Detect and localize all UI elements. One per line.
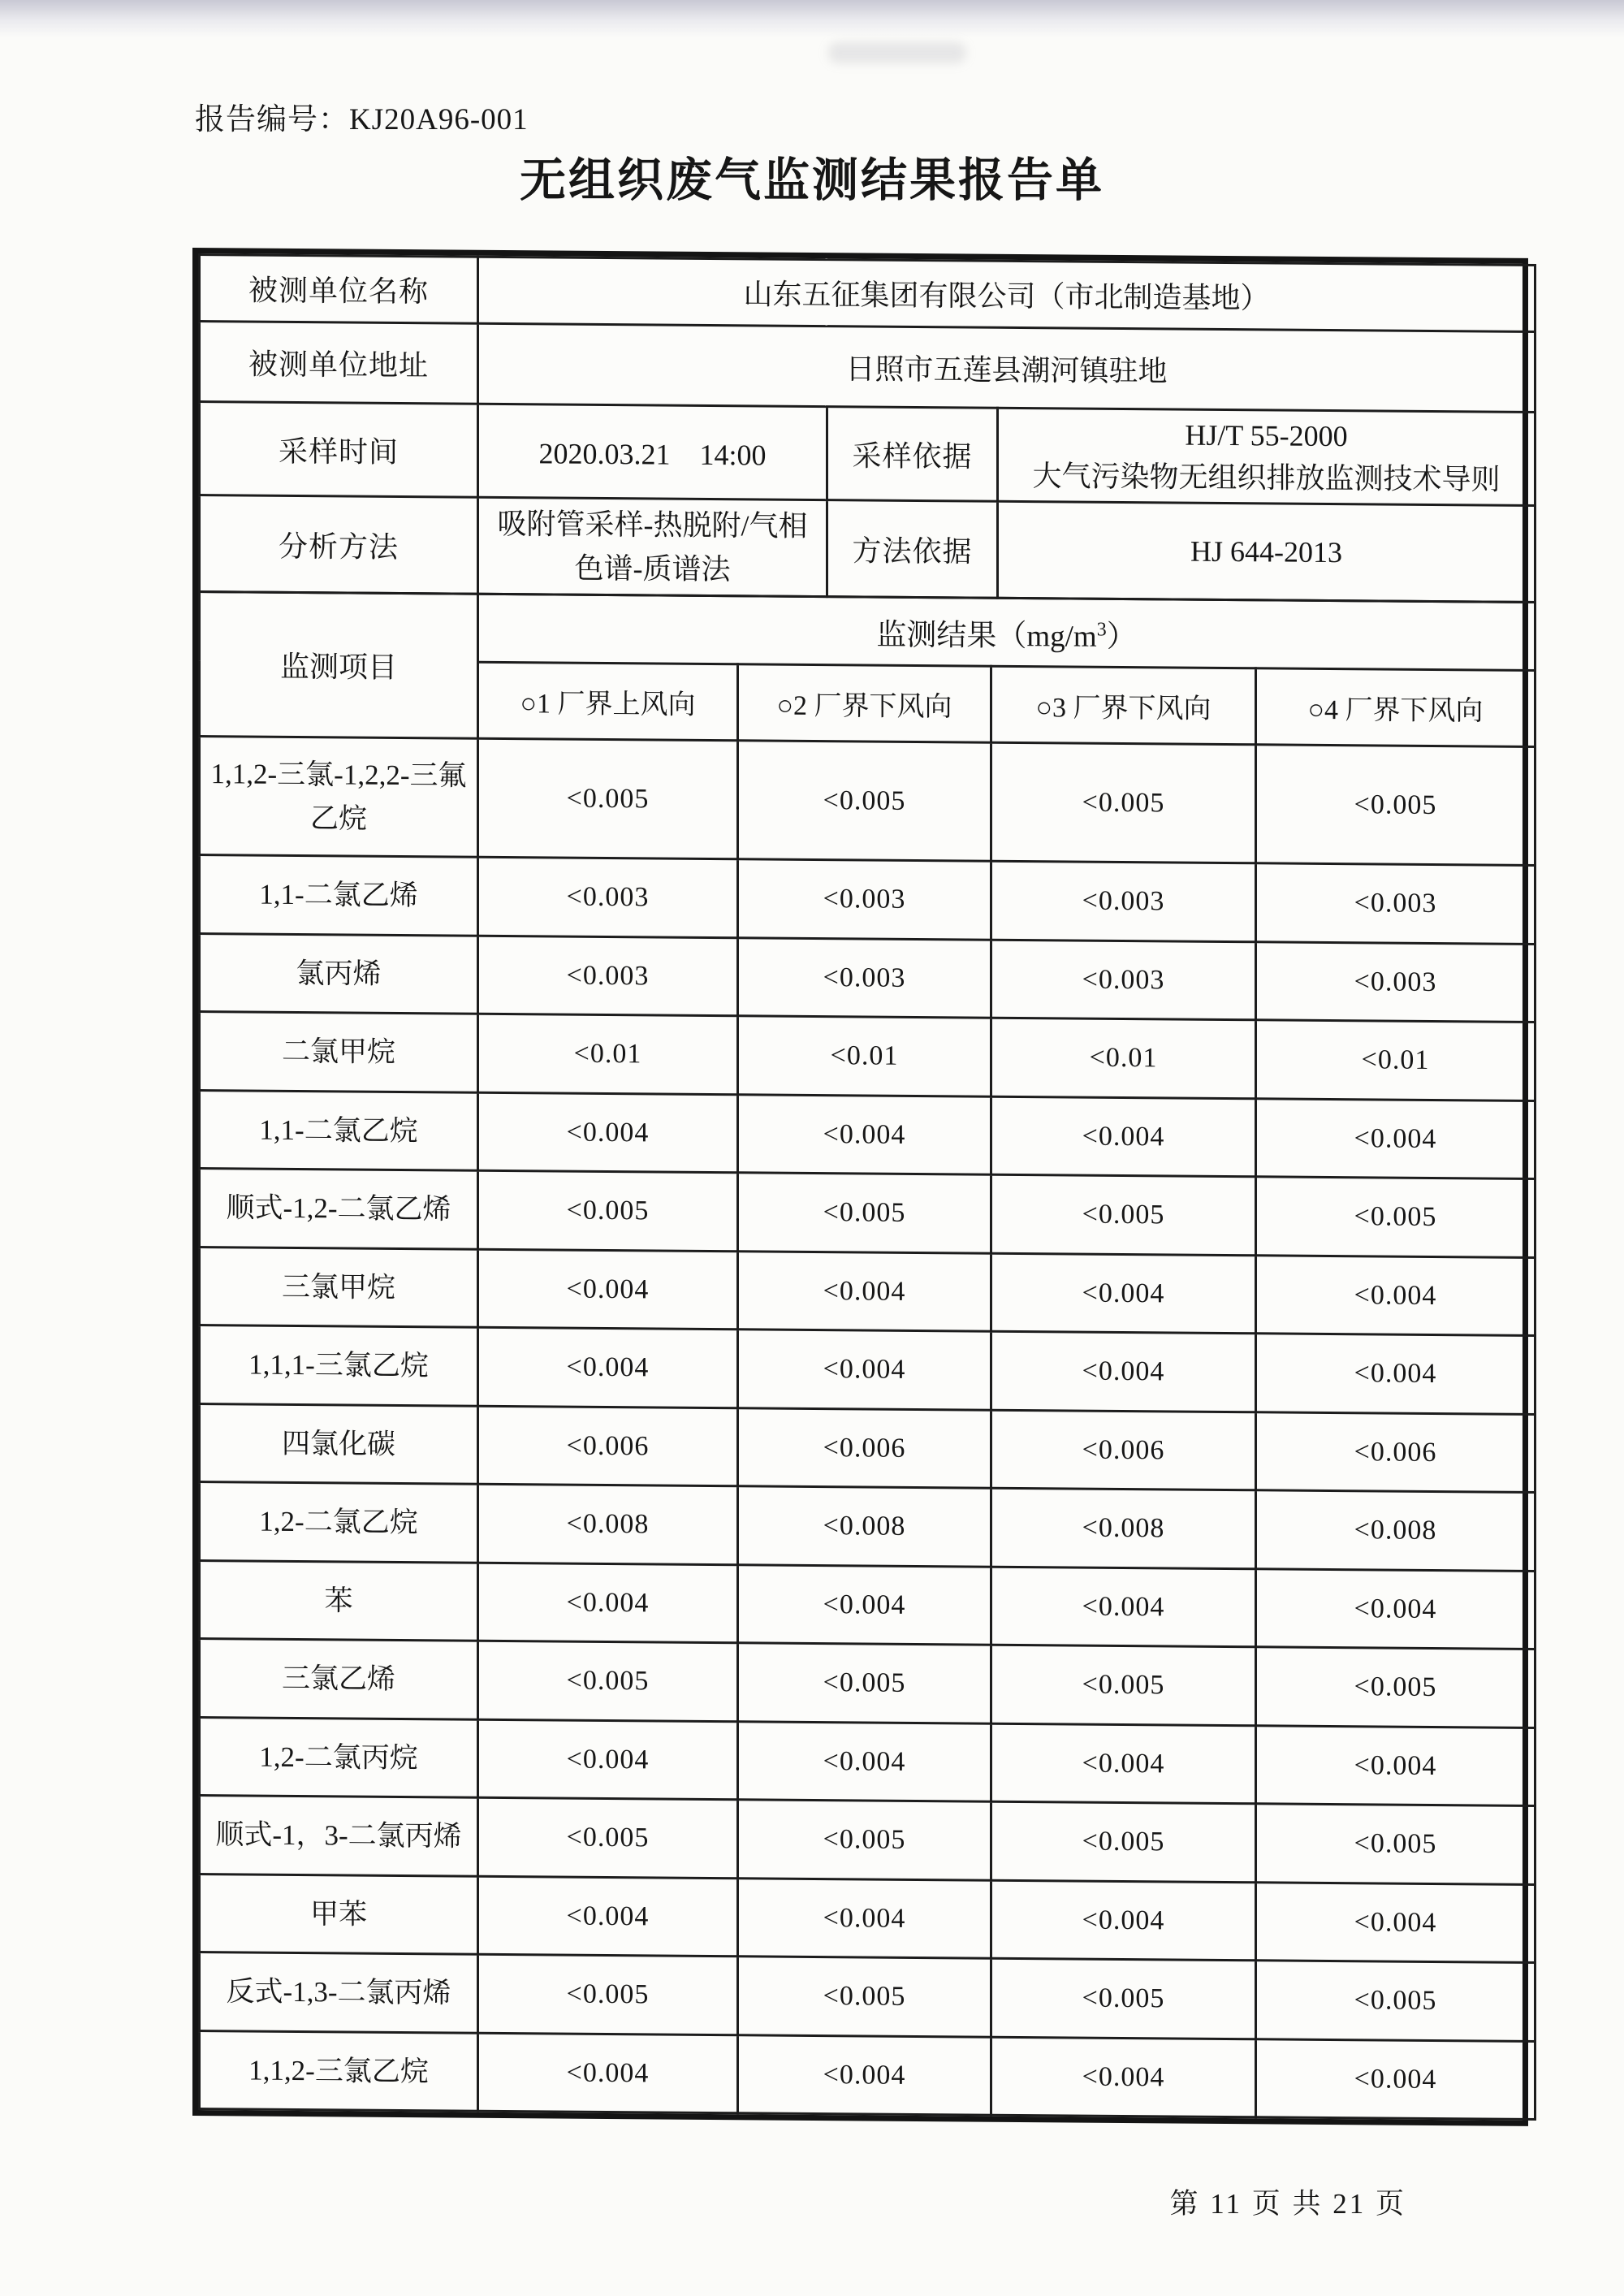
result-value: <0.004 bbox=[478, 1719, 738, 1800]
result-value: <0.003 bbox=[738, 859, 991, 940]
result-value: <0.008 bbox=[1256, 1490, 1535, 1571]
column-header-point4: ○4 厂界下风向 bbox=[1256, 668, 1535, 747]
result-value: <0.004 bbox=[1256, 2039, 1535, 2120]
result-value: <0.005 bbox=[1256, 1961, 1535, 2041]
table-row bbox=[200, 1717, 1535, 1805]
sampling-basis-line1: HJ/T 55-2000 bbox=[1185, 418, 1348, 453]
result-value: <0.005 bbox=[478, 1641, 738, 1722]
pollutant-name: 反式-1,3-二氯丙烯 bbox=[200, 1952, 478, 2033]
result-value: <0.005 bbox=[991, 1802, 1256, 1883]
analysis-method-value: 吸附管采样-热脱附/气相色谱-质谱法 bbox=[478, 498, 827, 597]
result-value: <0.008 bbox=[478, 1485, 738, 1565]
column-header-point1: ○1 厂界上风向 bbox=[478, 663, 738, 742]
result-value: <0.004 bbox=[1256, 1256, 1535, 1336]
report-number-label: 报告编号： bbox=[195, 103, 349, 136]
result-value: <0.01 bbox=[738, 1016, 991, 1096]
result-value: <0.006 bbox=[1256, 1412, 1535, 1493]
pollutant-name: 1,1-二氯乙烷 bbox=[200, 1090, 478, 1170]
result-value: <0.004 bbox=[1256, 1883, 1535, 1963]
table-row bbox=[200, 2030, 1535, 2119]
result-value: <0.005 bbox=[478, 1171, 738, 1252]
table-row bbox=[200, 1090, 1535, 1178]
page-title: 无组织废气监测结果报告单 bbox=[520, 155, 1104, 206]
result-value: <0.004 bbox=[478, 2033, 738, 2113]
pollutant-name: 二氯甲烷 bbox=[200, 1012, 478, 1092]
results-unit-header-text: 监测结果（mg/m bbox=[876, 618, 1097, 654]
result-value: <0.004 bbox=[478, 1249, 738, 1330]
result-value: <0.004 bbox=[1256, 1334, 1535, 1414]
result-value: <0.004 bbox=[478, 1563, 738, 1643]
sampling-time-value: 2020.03.21 14:00 bbox=[478, 404, 827, 500]
table-row bbox=[200, 1012, 1535, 1100]
table-row bbox=[200, 402, 1535, 506]
unit-address-value: 日照市五莲县潮河镇驻地 bbox=[478, 323, 1535, 412]
column-header-point3: ○3 厂界下风向 bbox=[991, 667, 1256, 746]
table-row bbox=[200, 933, 1535, 1022]
unit-address-label: 被测单位地址 bbox=[200, 322, 478, 404]
result-value: <0.01 bbox=[991, 1018, 1256, 1099]
result-value: <0.005 bbox=[738, 1643, 991, 1723]
result-value: <0.005 bbox=[478, 1798, 738, 1879]
result-value: <0.004 bbox=[478, 1328, 738, 1408]
result-value: <0.01 bbox=[478, 1014, 738, 1095]
table-row bbox=[200, 737, 1535, 866]
result-value: <0.003 bbox=[478, 858, 738, 938]
sampling-basis-line2: 大气污染物无组织排放监测技术导则 bbox=[1032, 460, 1501, 496]
result-value: <0.004 bbox=[738, 1252, 991, 1332]
result-value: <0.004 bbox=[738, 1565, 991, 1645]
pollutant-name: 顺式-1，3-二氯丙烯 bbox=[200, 1796, 478, 1876]
results-body bbox=[200, 737, 1535, 2120]
result-value: <0.004 bbox=[738, 2035, 991, 2116]
result-value: <0.003 bbox=[478, 936, 738, 1016]
result-value: <0.006 bbox=[478, 1406, 738, 1486]
table-row bbox=[200, 1952, 1535, 2041]
pollutant-name: 1,2-二氯乙烷 bbox=[200, 1482, 478, 1563]
table-row bbox=[200, 1325, 1535, 1414]
pollutant-name: 氯丙烯 bbox=[200, 933, 478, 1014]
method-basis-value: HJ 644-2013 bbox=[998, 502, 1535, 603]
result-value: <0.004 bbox=[991, 2037, 1256, 2117]
result-value: <0.008 bbox=[738, 1486, 991, 1567]
table-row bbox=[200, 855, 1535, 944]
report-number bbox=[195, 94, 529, 138]
result-value: <0.005 bbox=[738, 1173, 991, 1253]
sampling-basis-value bbox=[998, 408, 1535, 506]
table-row bbox=[200, 1560, 1535, 1649]
sampling-basis-label: 采样依据 bbox=[827, 407, 998, 502]
result-value: <0.003 bbox=[1256, 863, 1535, 944]
results-unit-superscript: 3 bbox=[1096, 619, 1107, 641]
pollutant-name: 顺式-1,2-二氯乙烯 bbox=[200, 1169, 478, 1249]
result-value: <0.005 bbox=[478, 739, 738, 860]
table-row bbox=[200, 1482, 1535, 1571]
result-value: <0.004 bbox=[991, 1332, 1256, 1412]
result-value: <0.004 bbox=[738, 1879, 991, 1959]
table-row bbox=[200, 1874, 1535, 1962]
pollutant-name: 1,1,2-三氯乙烷 bbox=[200, 2030, 478, 2111]
page-number: 第 11 页 共 21 页 bbox=[1169, 2188, 1406, 2220]
pollutant-name: 四氯化碳 bbox=[200, 1403, 478, 1484]
result-value: <0.005 bbox=[738, 1957, 991, 2037]
result-value: <0.003 bbox=[991, 862, 1256, 942]
result-value: <0.004 bbox=[738, 1330, 991, 1410]
pollutant-name: 苯 bbox=[200, 1560, 478, 1641]
result-value: <0.003 bbox=[991, 940, 1256, 1020]
result-value: <0.005 bbox=[991, 1645, 1256, 1726]
pollutant-name: 甲苯 bbox=[200, 1874, 478, 1954]
result-value: <0.005 bbox=[738, 1800, 991, 1880]
result-value: <0.004 bbox=[738, 1722, 991, 1802]
table-row bbox=[200, 1796, 1535, 1884]
table-row bbox=[200, 1247, 1535, 1335]
result-value: <0.003 bbox=[1256, 942, 1535, 1023]
table-row bbox=[200, 1403, 1535, 1492]
result-value: <0.005 bbox=[991, 1959, 1256, 2039]
results-section bbox=[198, 590, 1536, 2121]
results-unit-header bbox=[478, 595, 1535, 671]
analysis-method-label: 分析方法 bbox=[200, 495, 478, 595]
result-value: <0.005 bbox=[1256, 1177, 1535, 1257]
result-value: <0.004 bbox=[478, 1092, 738, 1173]
result-value: <0.003 bbox=[738, 938, 991, 1018]
sampling-time-label: 采样时间 bbox=[200, 402, 478, 498]
method-basis-label: 方法依据 bbox=[827, 500, 998, 599]
result-value: <0.004 bbox=[478, 1876, 738, 1957]
result-value: <0.004 bbox=[991, 1567, 1256, 1647]
result-value: <0.004 bbox=[738, 1095, 991, 1175]
table-row bbox=[200, 322, 1535, 413]
pollutant-name: 1,1,1-三氯乙烷 bbox=[200, 1325, 478, 1406]
result-value: <0.005 bbox=[991, 1175, 1256, 1256]
result-value: <0.005 bbox=[1256, 1804, 1535, 1884]
unit-name-value: 山东五征集团有限公司（市北制造基地） bbox=[478, 257, 1535, 331]
results-unit-header-close: ） bbox=[1106, 620, 1137, 655]
result-value: <0.004 bbox=[991, 1880, 1256, 1961]
result-value: <0.005 bbox=[738, 741, 991, 861]
pollutant-name: 1,1,2-三氯-1,2,2-三氟乙烷 bbox=[200, 737, 478, 858]
scan-smudge-artifact bbox=[828, 42, 966, 63]
result-value: <0.01 bbox=[1256, 1020, 1535, 1100]
monitoring-item-header: 监测项目 bbox=[200, 592, 478, 739]
result-value: <0.004 bbox=[991, 1096, 1256, 1177]
result-value: <0.006 bbox=[738, 1408, 991, 1489]
result-value: <0.004 bbox=[1256, 1099, 1535, 1179]
result-value: <0.005 bbox=[1256, 1647, 1535, 1727]
report-number-value: KJ20A96-001 bbox=[349, 103, 529, 136]
table-row bbox=[200, 1169, 1535, 1257]
pollutant-name: 三氯甲烷 bbox=[200, 1247, 478, 1327]
column-header-point2: ○2 厂界下风向 bbox=[738, 664, 991, 742]
result-value: <0.006 bbox=[991, 1410, 1256, 1490]
result-value: <0.004 bbox=[1256, 1726, 1535, 1806]
monitoring-report-table bbox=[192, 248, 1528, 2126]
pollutant-name: 1,1-二氯乙烯 bbox=[200, 855, 478, 936]
scan-edge-artifact bbox=[0, 0, 1624, 37]
table-row bbox=[200, 592, 1535, 671]
result-value: <0.008 bbox=[991, 1489, 1256, 1569]
pollutant-name: 三氯乙烯 bbox=[200, 1639, 478, 1719]
result-value: <0.005 bbox=[478, 1955, 738, 2035]
result-value: <0.005 bbox=[991, 743, 1256, 864]
result-value: <0.004 bbox=[991, 1723, 1256, 1804]
result-value: <0.005 bbox=[1256, 745, 1535, 866]
table-row bbox=[200, 1639, 1535, 1727]
pollutant-name: 1,2-二氯丙烷 bbox=[200, 1717, 478, 1797]
result-value: <0.004 bbox=[1256, 1569, 1535, 1650]
result-value: <0.004 bbox=[991, 1253, 1256, 1334]
unit-name-label: 被测单位名称 bbox=[200, 255, 478, 324]
table-row bbox=[200, 495, 1535, 603]
info-section bbox=[198, 253, 1536, 603]
table-row bbox=[200, 255, 1535, 332]
